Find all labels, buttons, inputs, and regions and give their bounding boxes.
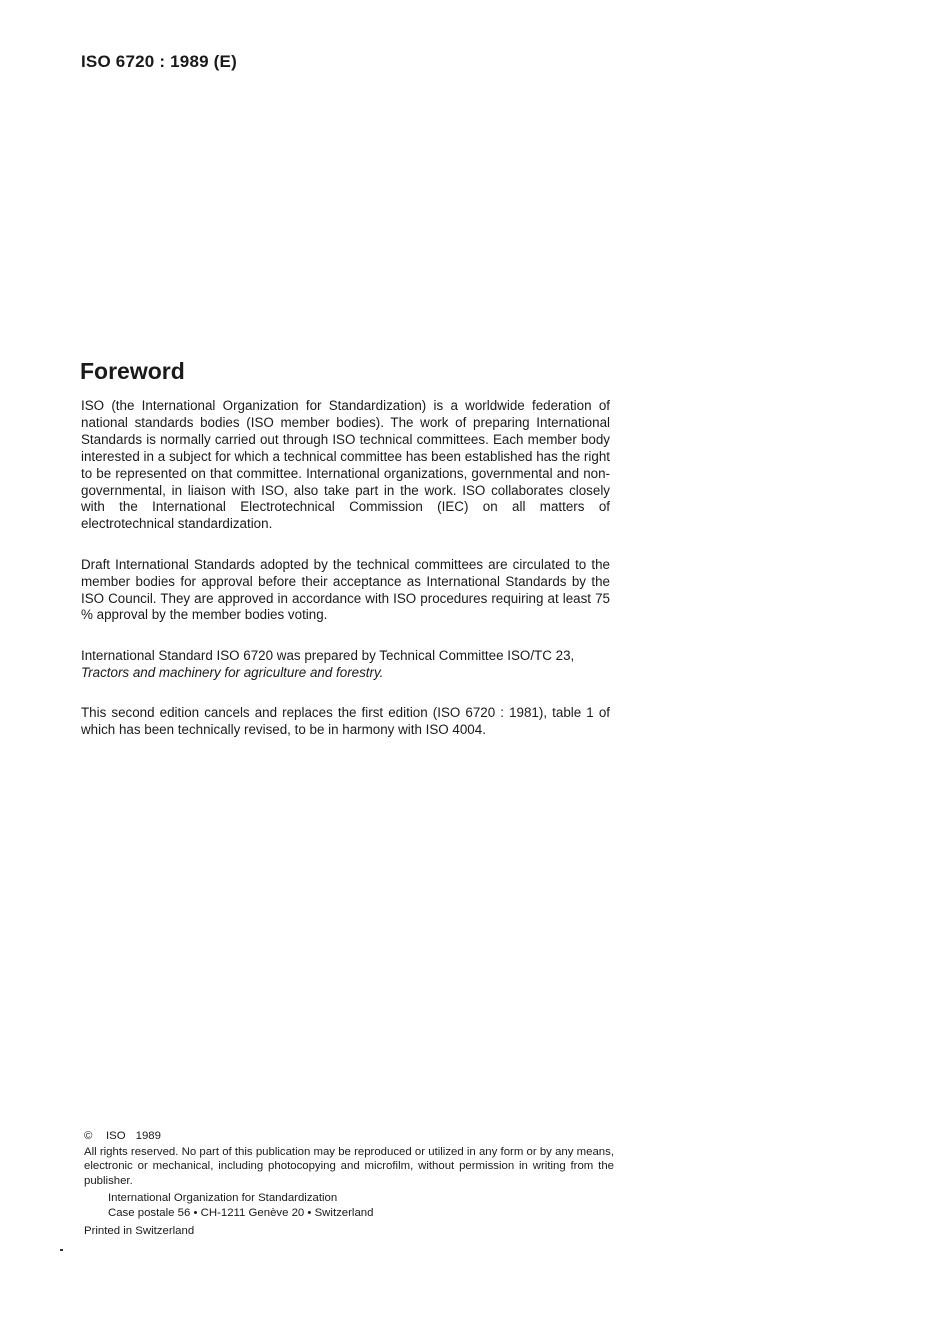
foreword-paragraph-3 <box>81 648 610 682</box>
rights-statement: All rights reserved. No part of this publication may be reproduced or utilized in any form or by any means, electronic or mechanical, including photocopying and microfilm, without permission in writing from the publisher. <box>84 1145 614 1187</box>
committee-statement: International Standard ISO 6720 was prepared by Technical Committee ISO/TC 23, <box>81 647 575 663</box>
copyright-org: ISO <box>106 1130 126 1142</box>
printed-location: Printed in Switzerland <box>84 1224 195 1237</box>
document-designation: ISO 6720 : 1989 (E) <box>81 52 237 71</box>
copyright-year: 1989 <box>135 1130 161 1142</box>
foreword-body <box>81 398 610 739</box>
address-organization: International Organization for Standardization <box>108 1192 338 1205</box>
committee-title: Tractors and machinery for agriculture and forestry. <box>81 664 384 680</box>
scan-artifact <box>60 1249 63 1251</box>
address-postal: Case postale 56 • CH-1211 Genève 20 • Switzerland <box>108 1206 374 1219</box>
copyright-symbol: © <box>84 1130 93 1142</box>
copyright-notice <box>84 1129 614 1238</box>
foreword-heading: Foreword <box>80 358 185 384</box>
foreword-paragraph-1: ISO (the International Organization for Standardization) is a worldwide federation of national standards bodies (ISO member bodies). The work of preparing International Standards is normally carried out through ISO technical committees. Each member body interested in a subject for which a technical committee has been established has the right to be represented on that committee. International organizations, governmental and non-governmental, in liaison with ISO, also take part in the work. ISO collaborates closely with the International Electrotechnical Commission (IEC) on all matters of electrotechnical standardization. <box>81 398 610 532</box>
foreword-paragraph-2: Draft International Standards adopted by the technical committees are circulated to the member bodies for approval before their acceptance as International Standards by the ISO Council. They are approved in accordance with ISO procedures requiring at least 75 % approval by the member bodies voting. <box>81 556 610 623</box>
copyright-line <box>84 1129 614 1144</box>
foreword-paragraph-4: This second edition cancels and replaces the first edition (ISO 6720 : 1981), table 1 of which has been technically revised, to be in harmony with ISO 4004. <box>81 705 610 738</box>
publisher-address <box>108 1191 614 1220</box>
